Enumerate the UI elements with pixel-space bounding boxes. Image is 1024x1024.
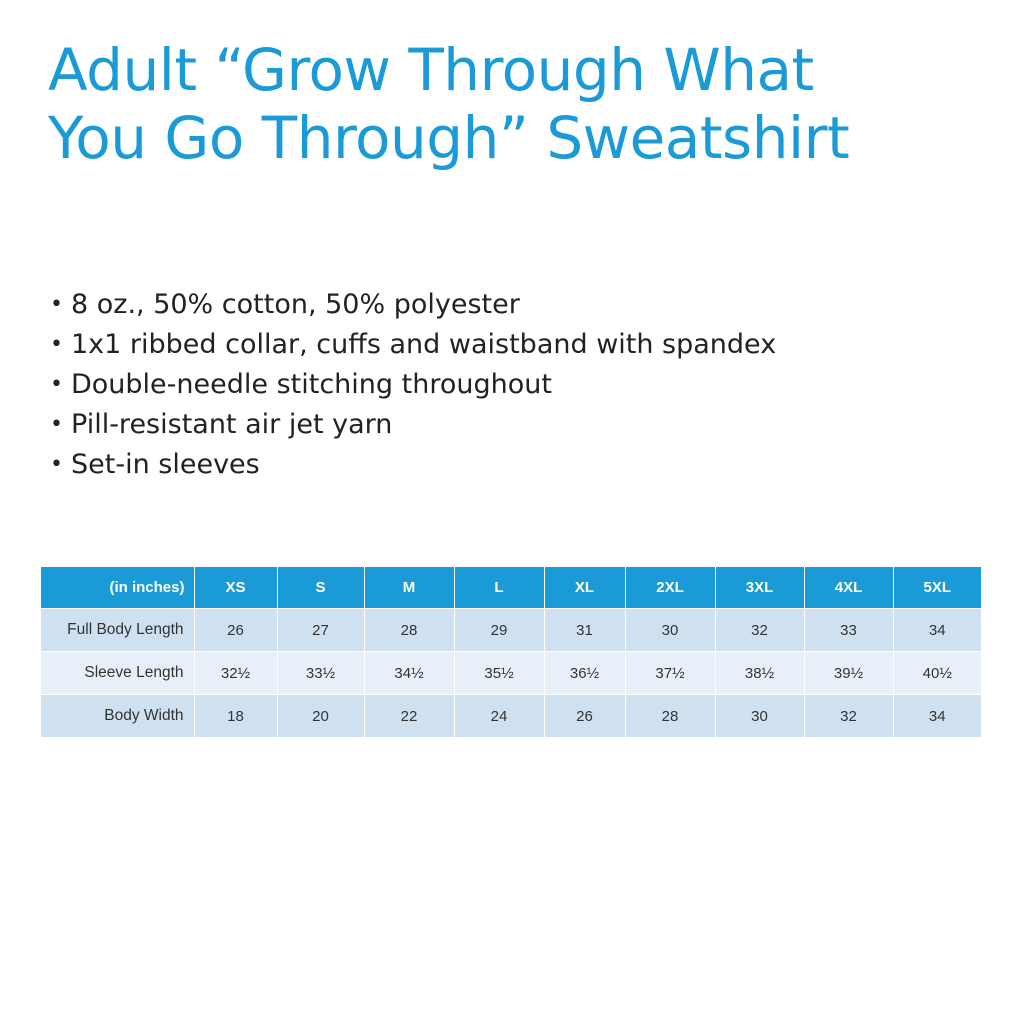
table-cell: 26 — [544, 695, 625, 738]
table-cell: 30 — [625, 609, 715, 652]
table-row — [41, 609, 981, 652]
size-header-4xl: 4XL — [804, 567, 893, 609]
feature-text: Double-needle stitching throughout — [71, 369, 552, 400]
table-cell: 28 — [364, 609, 454, 652]
table-cell: 30 — [715, 695, 804, 738]
unit-label: (in inches) — [41, 567, 194, 609]
row-label-full-body-length: Full Body Length — [41, 609, 194, 652]
table-cell: 32 — [715, 609, 804, 652]
table-cell: 40½ — [893, 652, 981, 695]
feature-item — [50, 365, 776, 405]
table-cell: 26 — [194, 609, 277, 652]
table-cell: 28 — [625, 695, 715, 738]
size-chart-table — [41, 567, 981, 738]
size-header-s: S — [277, 567, 364, 609]
table-cell: 24 — [454, 695, 544, 738]
bullet-icon: • — [50, 412, 63, 437]
title-line-2: You Go Through” Sweatshirt — [48, 104, 850, 172]
title-line-1: Adult “Grow Through What — [48, 36, 814, 104]
size-header-5xl: 5XL — [893, 567, 981, 609]
feature-item — [50, 445, 776, 485]
size-header-3xl: 3XL — [715, 567, 804, 609]
table-cell: 32 — [804, 695, 893, 738]
table-cell: 18 — [194, 695, 277, 738]
feature-text: Set-in sleeves — [71, 449, 260, 480]
table-cell: 34½ — [364, 652, 454, 695]
size-header-2xl: 2XL — [625, 567, 715, 609]
row-label-body-width: Body Width — [41, 695, 194, 738]
feature-text: 1x1 ribbed collar, cuffs and waistband with spandex — [71, 329, 777, 360]
table-cell: 34 — [893, 609, 981, 652]
size-header-xs: XS — [194, 567, 277, 609]
row-label-sleeve-length: Sleeve Length — [41, 652, 194, 695]
size-header-xl: XL — [544, 567, 625, 609]
table-cell: 29 — [454, 609, 544, 652]
feature-list — [50, 285, 776, 485]
bullet-icon: • — [50, 372, 63, 397]
size-header-m: M — [364, 567, 454, 609]
feature-item — [50, 325, 776, 365]
table-row — [41, 652, 981, 695]
bullet-icon: • — [50, 332, 63, 357]
feature-text: Pill-resistant air jet yarn — [71, 409, 393, 440]
table-cell: 35½ — [454, 652, 544, 695]
table-cell: 31 — [544, 609, 625, 652]
table-cell: 33½ — [277, 652, 364, 695]
table-row — [41, 695, 981, 738]
size-header-l: L — [454, 567, 544, 609]
table-cell: 37½ — [625, 652, 715, 695]
table-cell: 32½ — [194, 652, 277, 695]
table-cell: 38½ — [715, 652, 804, 695]
bullet-icon: • — [50, 452, 63, 477]
table-cell: 33 — [804, 609, 893, 652]
feature-item — [50, 285, 776, 325]
table-cell: 36½ — [544, 652, 625, 695]
table-cell: 39½ — [804, 652, 893, 695]
table-cell: 22 — [364, 695, 454, 738]
bullet-icon: • — [50, 292, 63, 317]
feature-item — [50, 405, 776, 445]
table-cell: 20 — [277, 695, 364, 738]
page-title — [48, 36, 988, 172]
feature-text: 8 oz., 50% cotton, 50% polyester — [71, 289, 520, 320]
table-cell: 27 — [277, 609, 364, 652]
size-header-row — [41, 567, 981, 609]
table-cell: 34 — [893, 695, 981, 738]
